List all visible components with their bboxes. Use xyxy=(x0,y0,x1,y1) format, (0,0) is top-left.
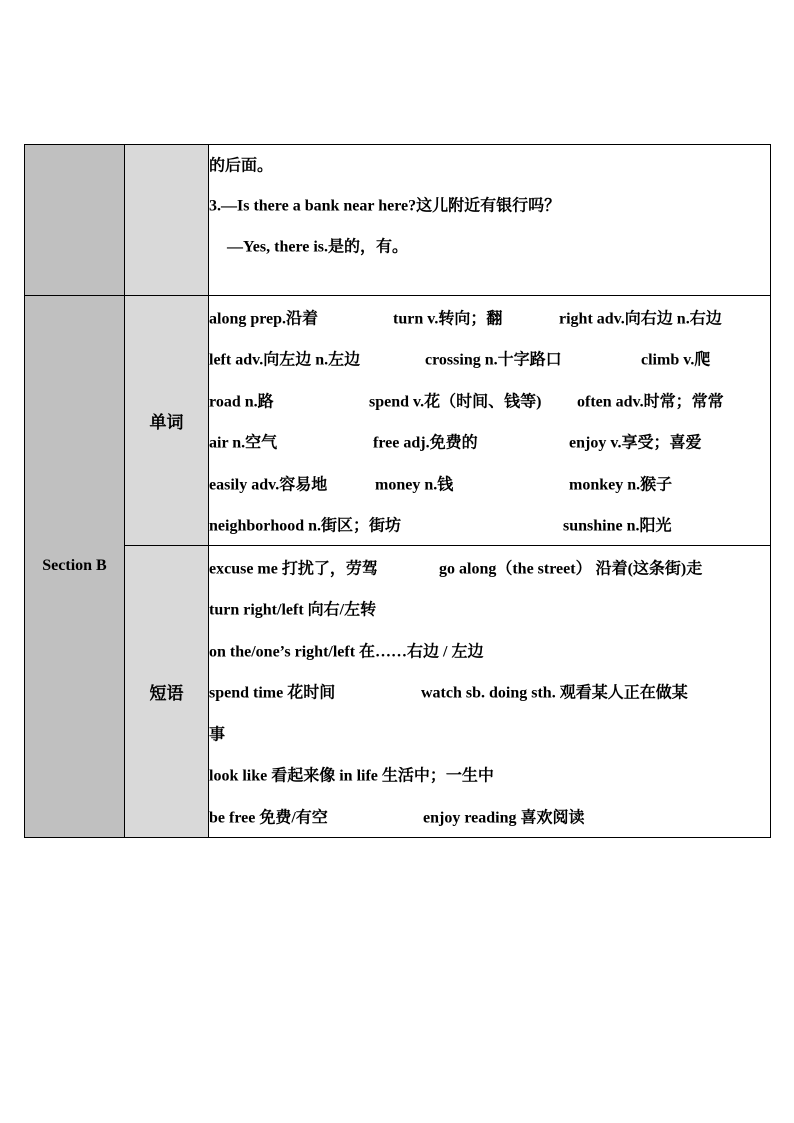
continuation-content-cell xyxy=(209,145,771,296)
phrase-entry: go along（the street） 沿着(这条街)走 xyxy=(439,560,703,578)
phrases-content-cell xyxy=(209,546,771,838)
word-entry: often adv.时常；常常 xyxy=(577,393,724,411)
phrases-category-label: 短语 xyxy=(125,546,209,838)
phrase-line xyxy=(209,546,770,588)
word-line xyxy=(209,379,770,421)
phrase-line xyxy=(209,754,770,796)
word-line xyxy=(209,338,770,380)
phrase-line xyxy=(209,712,770,754)
section-b-label: Section B xyxy=(25,296,125,838)
phrase-line xyxy=(209,588,770,630)
phrase-line xyxy=(209,795,770,837)
word-entry: free adj.免费的 xyxy=(373,434,478,452)
sentence-text: —Yes, there is.是的，有。 xyxy=(227,238,409,256)
phrase-entry: 事 xyxy=(209,726,226,744)
continuation-section-cell xyxy=(25,145,125,296)
sentence-line xyxy=(209,225,770,265)
word-line xyxy=(209,462,770,504)
phrase-entry: watch sb. doing sth. 观看某人正在做某 xyxy=(421,684,688,702)
word-entry: right adv.向右边 n.右边 xyxy=(559,310,722,328)
continuation-category-cell xyxy=(125,145,209,296)
words-row xyxy=(25,296,771,546)
word-entry: enjoy v.享受；喜爱 xyxy=(569,434,702,452)
word-entry: left adv.向左边 n.左边 xyxy=(209,351,361,369)
word-entry: easily adv.容易地 xyxy=(209,476,328,494)
phrase-entry: spend time 花时间 xyxy=(209,684,336,702)
word-entry: sunshine n.阳光 xyxy=(563,517,672,535)
phrase-entry: look like 看起来像 in life 生活中；一生中 xyxy=(209,767,494,785)
phrase-entry: enjoy reading 喜欢阅读 xyxy=(423,809,585,827)
word-line xyxy=(209,504,770,546)
continuation-row xyxy=(25,145,771,296)
word-entry: climb v.爬 xyxy=(641,351,711,369)
word-entry: crossing n.十字路口 xyxy=(425,351,562,369)
word-entry: spend v.花（时间、钱等) xyxy=(369,393,542,411)
phrase-entry: on the/one’s right/left 在……右边 / 左边 xyxy=(209,643,484,661)
word-line xyxy=(209,296,770,338)
phrase-line xyxy=(209,629,770,671)
sentence-line xyxy=(209,145,770,183)
sentence-text: 的后面。 xyxy=(209,157,274,175)
sentence-text: 3.—Is there a bank near here?这儿附近有银行吗？ xyxy=(209,197,561,215)
phrase-entry: be free 免费/有空 xyxy=(209,809,328,827)
phrase-line xyxy=(209,671,770,713)
word-entry: turn v.转向；翻 xyxy=(393,310,503,328)
phrase-entry: turn right/left 向右/左转 xyxy=(209,601,377,619)
sentence-line xyxy=(209,183,770,225)
word-entry: monkey n.猴子 xyxy=(569,476,673,494)
word-entry: air n.空气 xyxy=(209,434,278,452)
word-entry: neighborhood n.街区；街坊 xyxy=(209,517,402,535)
word-line xyxy=(209,421,770,463)
word-entry: road n.路 xyxy=(209,393,274,411)
phrase-entry: excuse me 打扰了，劳驾 xyxy=(209,560,378,578)
word-entry: money n.钱 xyxy=(375,476,454,494)
words-content-cell xyxy=(209,296,771,546)
phrases-row xyxy=(25,546,771,838)
word-entry: along prep.沿着 xyxy=(209,310,319,328)
words-category-label: 单词 xyxy=(125,296,209,546)
vocabulary-table xyxy=(24,144,771,838)
